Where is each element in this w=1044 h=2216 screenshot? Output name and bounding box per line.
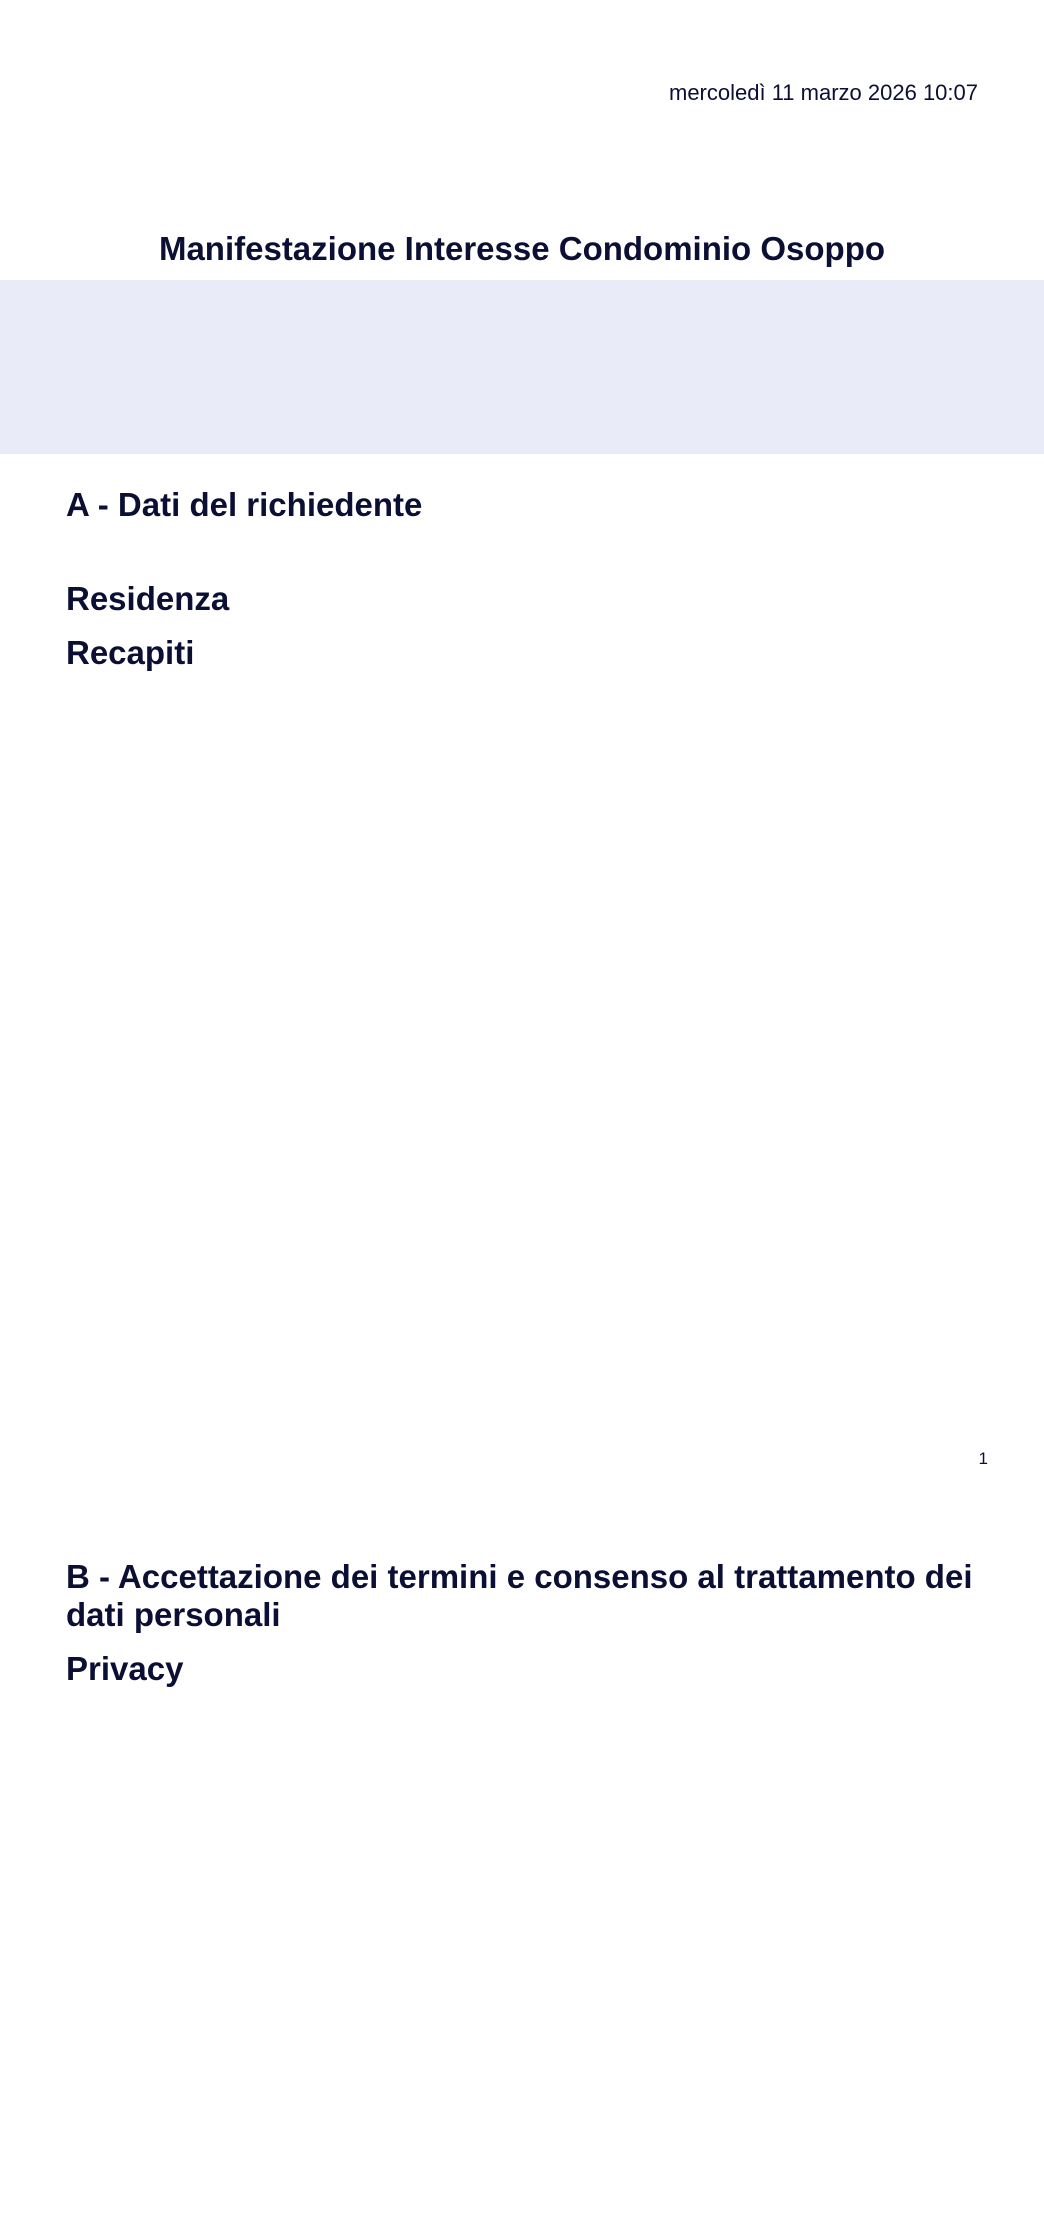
section-b-title: B - Accettazione dei termini e consenso al trattamento dei dati personali: [66, 1558, 973, 1633]
recapiti-title: Recapiti: [66, 634, 195, 671]
residenza-heading: [66, 580, 986, 618]
privacy-title: Privacy: [66, 1650, 184, 1687]
document-title: Manifestazione Interesse Condominio Osoppo: [158, 230, 886, 267]
privacy-heading: [66, 1650, 986, 1688]
section-b-heading: [66, 1558, 986, 1634]
print-datetime: mercoledì 11 marzo 2026 10:07: [669, 80, 978, 105]
header-banner: [0, 280, 1044, 454]
section-a-title: A - Dati del richiedente: [66, 486, 423, 523]
recapiti-heading: [66, 634, 986, 672]
page-number: 1: [978, 1449, 988, 1468]
residenza-title: Residenza: [66, 580, 230, 617]
section-a-heading: [66, 486, 986, 524]
